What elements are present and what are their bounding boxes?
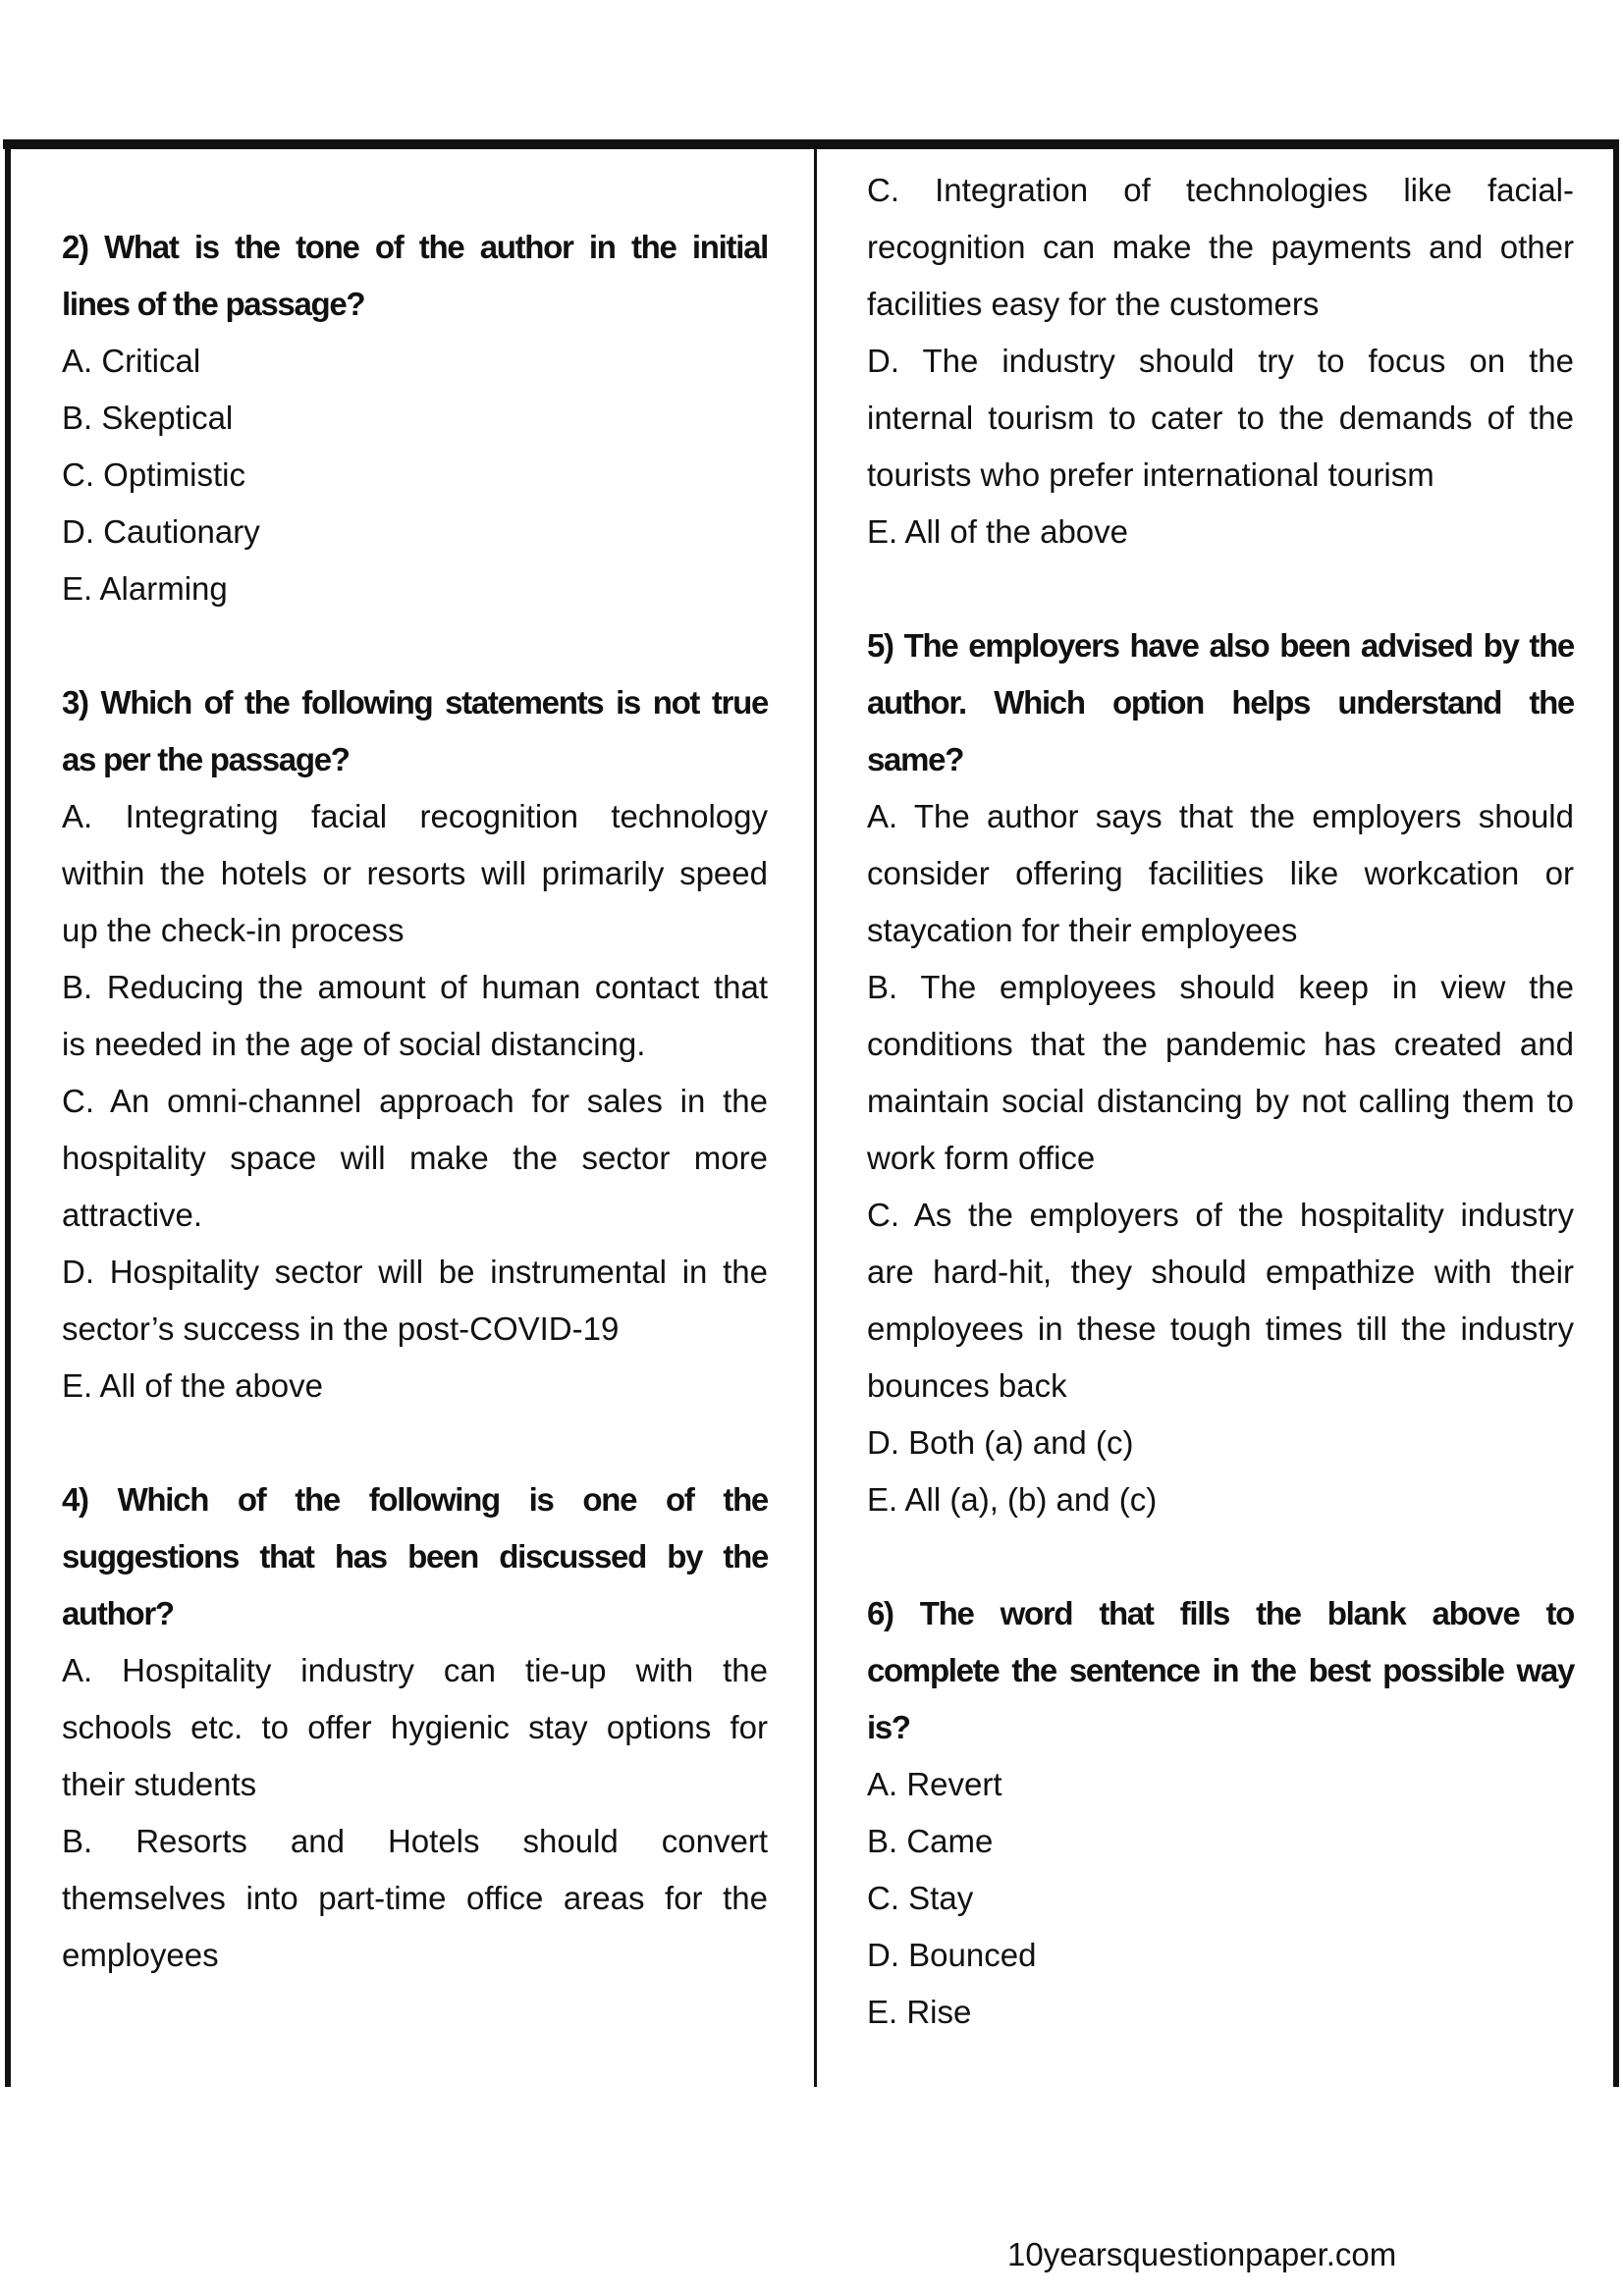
option-c xyxy=(62,447,768,504)
option-line: hospitality space will make the sector more xyxy=(62,1140,768,1176)
right-border xyxy=(1613,139,1619,2087)
option-line: C. Stay xyxy=(867,1880,974,1916)
option-line: B. Came xyxy=(867,1823,994,1859)
option-line: within the hotels or resorts will primarily speed xyxy=(62,855,768,891)
option-line: A. Integrating facial recognition technology xyxy=(62,798,768,834)
option-line: attractive. xyxy=(62,1197,203,1233)
prompt-line: author? xyxy=(62,1595,174,1631)
option-line: maintain social distancing by not calling them to xyxy=(867,1083,1574,1119)
prompt-line: complete the sentence in the best possible way xyxy=(867,1652,1574,1688)
option-line: D. The industry should try to focus on the xyxy=(867,343,1574,379)
prompt-line: is? xyxy=(867,1709,910,1745)
option-line: bounces back xyxy=(867,1367,1067,1404)
option-b xyxy=(62,959,768,1073)
option-line: their students xyxy=(62,1766,257,1802)
left-column xyxy=(62,219,768,1984)
option-c xyxy=(867,162,1574,333)
prompt-line: suggestions that has been discussed by the xyxy=(62,1538,768,1575)
option-e xyxy=(62,1358,768,1415)
option-line: D. Hospitality sector will be instrumental in the xyxy=(62,1254,768,1290)
prompt-line: 3) Which of the following statements is not true xyxy=(62,684,768,721)
option-line: work form office xyxy=(867,1140,1096,1176)
option-b xyxy=(62,1813,768,1984)
question-4 xyxy=(62,1471,768,1984)
option-line: A. Revert xyxy=(867,1766,1002,1802)
option-line: E. All of the above xyxy=(867,513,1129,550)
option-line: C. An omni-channel approach for sales in the xyxy=(62,1083,768,1119)
option-d xyxy=(867,333,1574,504)
option-line: are hard-hit, they should empathize with their xyxy=(867,1254,1574,1290)
left-border xyxy=(5,139,11,2087)
question-prompt xyxy=(62,1471,768,1642)
question-4-continued xyxy=(867,162,1574,561)
question-prompt xyxy=(867,1585,1574,1756)
option-line: E. Rise xyxy=(867,1994,972,2030)
option-line: conditions that the pandemic has created and xyxy=(867,1026,1574,1062)
option-c xyxy=(62,1073,768,1244)
option-line: B. Skeptical xyxy=(62,400,234,436)
option-c xyxy=(867,1187,1574,1415)
option-e xyxy=(867,1984,1574,2041)
option-line: employees xyxy=(62,1937,219,1973)
option-line: recognition can make the payments and other xyxy=(867,229,1574,265)
option-b xyxy=(867,959,1574,1187)
prompt-line: author. Which option helps understand the xyxy=(867,684,1574,721)
option-line: schools etc. to offer hygienic stay options for xyxy=(62,1709,768,1745)
footer-site-name: 10yearsquestionpaper.com xyxy=(1007,2236,1397,2272)
option-line: tourists who prefer international tourism xyxy=(867,456,1434,493)
option-a xyxy=(867,1756,1574,1813)
option-line: staycation for their employees xyxy=(867,912,1298,948)
option-a xyxy=(62,1642,768,1813)
prompt-line: same? xyxy=(867,741,964,777)
option-c xyxy=(867,1870,1574,1927)
option-line: C. As the employers of the hospitality industry xyxy=(867,1197,1574,1233)
question-2 xyxy=(62,219,768,617)
prompt-line: 5) The employers have also been advised by the xyxy=(867,627,1574,664)
option-a xyxy=(867,788,1574,959)
option-d xyxy=(62,1244,768,1358)
option-line: C. Optimistic xyxy=(62,456,246,493)
option-line: B. The employees should keep in view the xyxy=(867,969,1574,1005)
column-divider xyxy=(814,147,817,2087)
question-3 xyxy=(62,674,768,1415)
option-line: B. Reducing the amount of human contact that xyxy=(62,969,768,1005)
option-b xyxy=(867,1813,1574,1870)
option-line: sector’s success in the post-COVID-19 xyxy=(62,1310,620,1347)
option-e xyxy=(867,1471,1574,1528)
option-line: E. Alarming xyxy=(62,570,228,607)
option-line: A. Critical xyxy=(62,343,201,379)
prompt-line: 4) Which of the following is one of the xyxy=(62,1481,768,1518)
question-prompt xyxy=(867,617,1574,788)
option-line: employees in these tough times till the industry xyxy=(867,1310,1574,1347)
option-line: B. Resorts and Hotels should convert xyxy=(62,1823,768,1859)
option-line: internal tourism to cater to the demands of the xyxy=(867,400,1574,436)
option-a xyxy=(62,333,768,390)
option-line: is needed in the age of social distancing. xyxy=(62,1026,646,1062)
option-b xyxy=(62,390,768,447)
option-line: A. Hospitality industry can tie-up with the xyxy=(62,1652,768,1688)
prompt-line: 2) What is the tone of the author in the initial xyxy=(62,229,768,265)
prompt-line: as per the passage? xyxy=(62,741,350,777)
right-column xyxy=(867,162,1574,2041)
option-line: E. All of the above xyxy=(62,1367,324,1404)
option-d xyxy=(867,1415,1574,1471)
option-a xyxy=(62,788,768,959)
option-line: consider offering facilities like workcation or xyxy=(867,855,1574,891)
prompt-line: lines of the passage? xyxy=(62,286,365,322)
option-line: themselves into part-time office areas for the xyxy=(62,1880,768,1916)
question-prompt xyxy=(62,219,768,333)
question-6 xyxy=(867,1585,1574,2041)
option-line: E. All (a), (b) and (c) xyxy=(867,1481,1158,1518)
option-e xyxy=(867,504,1574,561)
question-prompt xyxy=(62,674,768,788)
option-line: A. The author says that the employers should xyxy=(867,798,1574,834)
option-e xyxy=(62,561,768,617)
option-line: up the check-in process xyxy=(62,912,405,948)
option-d xyxy=(62,504,768,561)
option-line: facilities easy for the customers xyxy=(867,286,1320,322)
option-line: D. Bounced xyxy=(867,1937,1037,1973)
option-d xyxy=(867,1927,1574,1984)
option-line: D. Both (a) and (c) xyxy=(867,1424,1134,1461)
option-line: C. Integration of technologies like facial- xyxy=(867,172,1574,208)
question-5 xyxy=(867,617,1574,1528)
prompt-line: 6) The word that fills the blank above to xyxy=(867,1595,1574,1631)
option-line: D. Cautionary xyxy=(62,513,260,550)
top-rule xyxy=(3,139,1619,149)
